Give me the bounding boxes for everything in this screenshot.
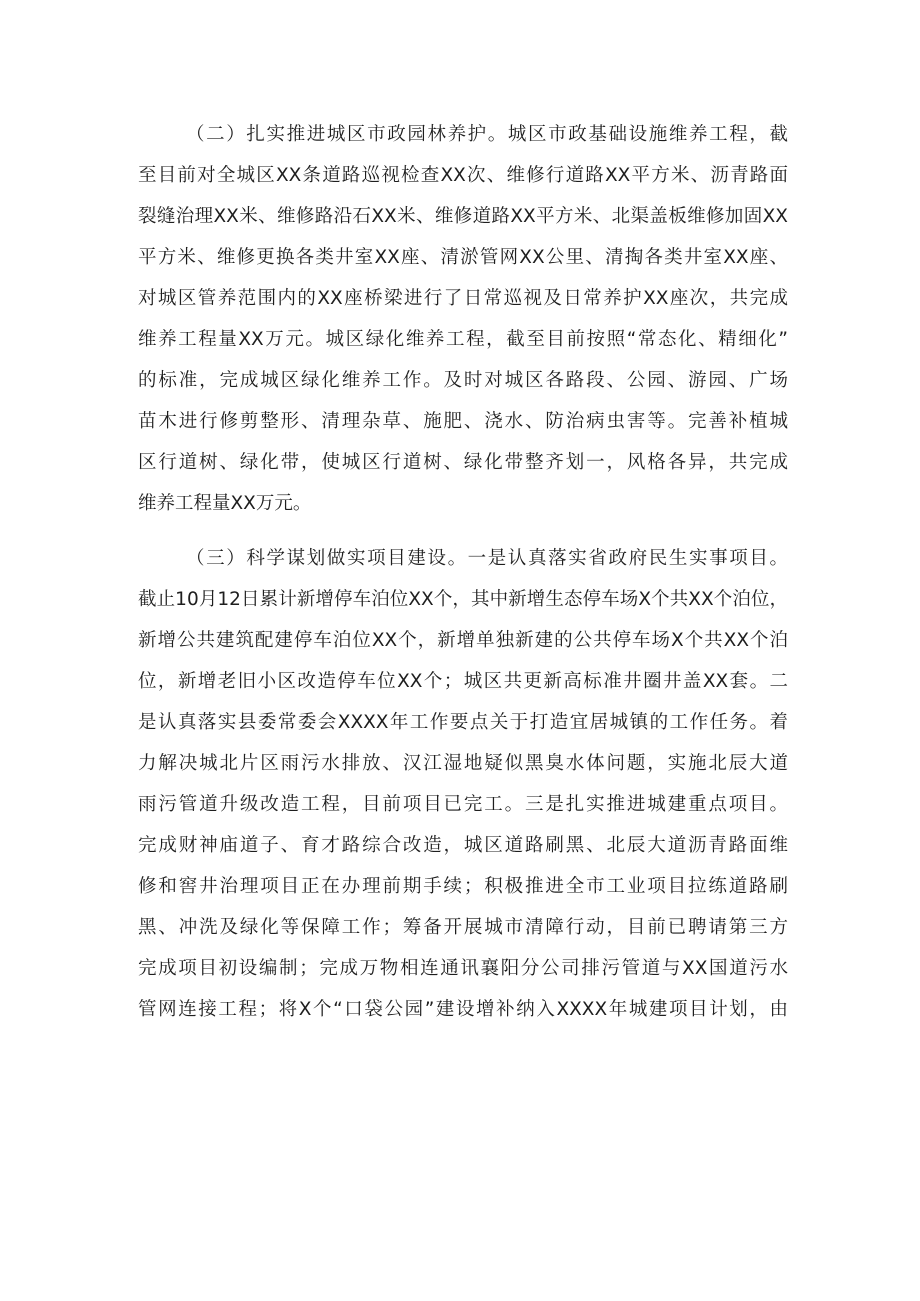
text-line: 是认真落实县委常委会XXXX年工作要点关于打造宜居城镇的工作任务。着 bbox=[138, 712, 788, 733]
text-line: 截止10月12日累计新增停车泊位XX个，其中新增生态停车场X个共XX个泊位， bbox=[138, 589, 788, 610]
text-line: 平方米、维修更换各类井室XX座、清淤管网XX公里、清掏各类井室XX座、 bbox=[138, 247, 788, 268]
text-line: 苗木进行修剪整形、清理杂草、施肥、浇水、防治病虫害等。完善补植城 bbox=[138, 411, 788, 432]
text-line: 完成项目初设编制；完成万物相连通讯襄阳分公司排污管道与XX国道污水 bbox=[138, 958, 788, 979]
text-line: （三）科学谋划做实项目建设。一是认真落实省政府民生实事项目。 bbox=[186, 548, 788, 569]
text-line: 至目前对全城区XX条道路巡视检查XX次、维修行道路XX平方米、沥青路面 bbox=[138, 165, 788, 186]
text-line: （二）扎实推进城区市政园林养护。城区市政基础设施维养工程，截 bbox=[186, 124, 788, 145]
text-line: 力解决城北片区雨污水排放、汉江湿地疑似黑臭水体问题，实施北辰大道 bbox=[138, 753, 788, 774]
text-line: 雨污管道升级改造工程，目前项目已完工。三是扎实推进城建重点项目。 bbox=[138, 794, 788, 815]
paragraph-municipal-maintenance bbox=[138, 114, 788, 524]
text-line: 位，新增老旧小区改造停车位XX个；城区共更新高标准井圈井盖XX套。二 bbox=[138, 671, 788, 692]
document-body bbox=[138, 114, 788, 1030]
text-line: 管网连接工程；将X个“口袋公园”建设增补纳入XXXX年城建项目计划，由 bbox=[138, 999, 788, 1020]
paragraph-spacer bbox=[138, 524, 788, 538]
text-line: 维养工程量XX万元。城区绿化维养工程，截至目前按照“常态化、精细化” bbox=[138, 329, 788, 350]
text-line: 黑、冲洗及绿化等保障工作；筹备开展城市清障行动，目前已聘请第三方 bbox=[138, 917, 788, 938]
text-line: 新增公共建筑配建停车泊位XX个，新增单独新建的公共停车场X个共XX个泊 bbox=[138, 630, 788, 651]
text-line: 区行道树、绿化带，使城区行道树、绿化带整齐划一，风格各异，共完成 bbox=[138, 452, 788, 473]
text-line: 的标准，完成城区绿化维养工作。及时对城区各路段、公园、游园、广场 bbox=[138, 370, 788, 391]
text-line: 完成财神庙道子、育才路综合改造，城区道路刷黑、北辰大道沥青路面维 bbox=[138, 835, 788, 856]
paragraph-project-construction bbox=[138, 538, 788, 1030]
text-line: 对城区管养范围内的XX座桥梁进行了日常巡视及日常养护XX座次，共完成 bbox=[138, 288, 788, 309]
text-line: 裂缝治理XX米、维修路沿石XX米、维修道路XX平方米、北渠盖板维修加固XX bbox=[138, 206, 788, 227]
text-line: 修和窖井治理项目正在办理前期手续；积极推进全市工业项目拉练道路刷 bbox=[138, 876, 788, 897]
text-line: 维养工程量XX万元。 bbox=[138, 493, 312, 514]
